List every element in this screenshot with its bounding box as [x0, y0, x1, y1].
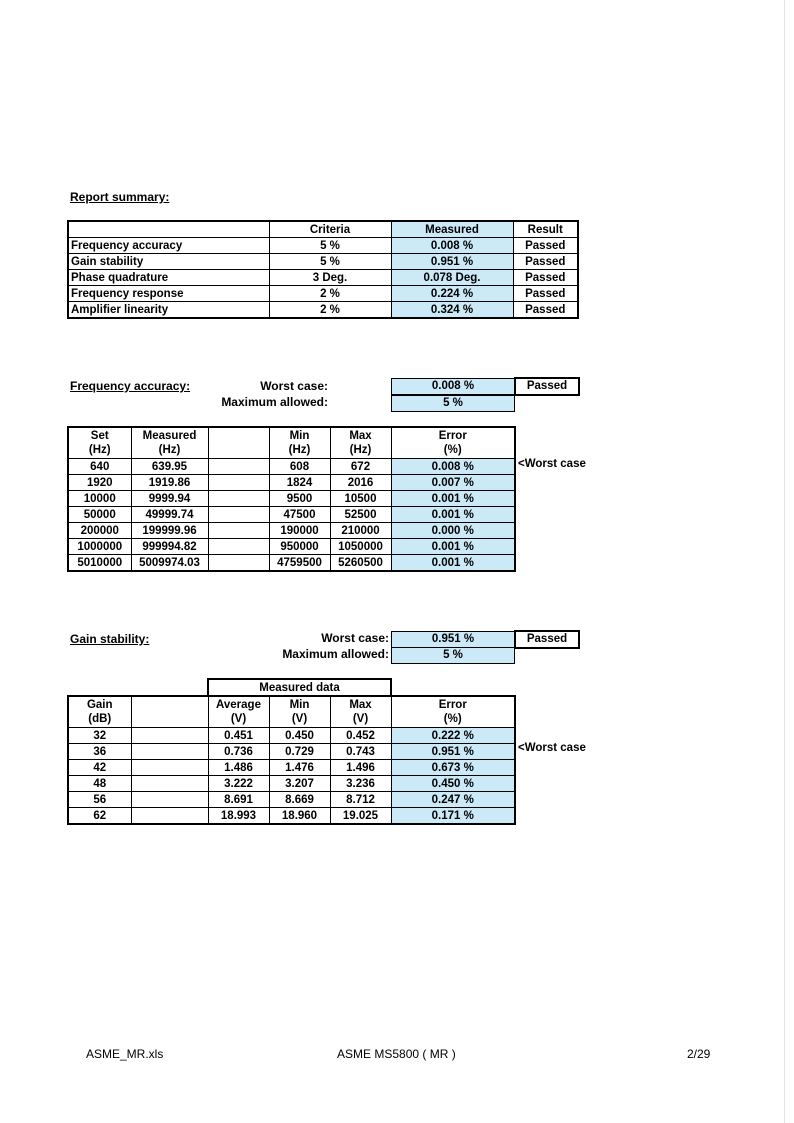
- gain-row: [68, 728, 515, 744]
- gain-row-average: 0.736: [208, 744, 269, 760]
- gain-row-error: 0.247 %: [391, 792, 515, 808]
- gain-row-min: 18.960: [269, 808, 330, 825]
- summary-header-result: Result: [513, 221, 578, 238]
- frequency-row-min: 9500: [269, 491, 330, 507]
- gain-header-gain: Gain (dB): [68, 696, 131, 728]
- summary-row: [68, 254, 578, 270]
- gain-row-average: 0.451: [208, 728, 269, 744]
- gain-row-error: 0.171 %: [391, 808, 515, 825]
- gain-row-min: 8.669: [269, 792, 330, 808]
- frequency-row-min: 47500: [269, 507, 330, 523]
- frequency-row-error: 0.001 %: [391, 539, 515, 555]
- summary-header-measured: Measured: [391, 221, 513, 238]
- frequency-row-error: 0.001 %: [391, 507, 515, 523]
- gain-row-blank: [131, 776, 208, 792]
- frequency-header-row: [68, 427, 515, 459]
- frequency-row-measured: 9999.94: [131, 491, 208, 507]
- gain-row-average: 8.691: [208, 792, 269, 808]
- frequency-row: [68, 491, 515, 507]
- frequency-row-set: 200000: [68, 523, 131, 539]
- gain-row-min: 3.207: [269, 776, 330, 792]
- gain-row: [68, 760, 515, 776]
- frequency-row: [68, 475, 515, 491]
- gain-table: [67, 678, 516, 825]
- frequency-row: [68, 507, 515, 523]
- frequency-row-blank: [208, 523, 269, 539]
- frequency-row-min: 608: [269, 459, 330, 475]
- gain-row: [68, 776, 515, 792]
- summary-row-name: Frequency accuracy: [68, 238, 269, 254]
- gain-row-blank: [131, 792, 208, 808]
- frequency-worst-value: 0.008 %: [391, 378, 515, 395]
- summary-table: [67, 220, 579, 319]
- frequency-worst-note: <Worst case: [518, 458, 586, 470]
- gain-row-error: 0.673 %: [391, 760, 515, 776]
- frequency-row-max: 52500: [330, 507, 391, 523]
- gain-row-average: 18.993: [208, 808, 269, 825]
- gain-row-blank: [131, 808, 208, 825]
- footer-page-number: 2/29: [687, 1047, 711, 1061]
- frequency-row-min: 1824: [269, 475, 330, 491]
- frequency-header-blank: [208, 427, 269, 459]
- gain-worst-label: Worst case:: [321, 631, 389, 645]
- summary-row-measured: 0.078 Deg.: [391, 270, 513, 286]
- summary-heading: Report summary:: [70, 190, 170, 204]
- gain-header-average: Average (V): [208, 696, 269, 728]
- gain-group-header: Measured data: [208, 679, 391, 696]
- summary-row-criteria: 5 %: [269, 238, 391, 254]
- gain-row-gain: 36: [68, 744, 131, 760]
- gain-row-error: 0.222 %: [391, 728, 515, 744]
- gain-header-max: Max (V): [330, 696, 391, 728]
- gain-row: [68, 792, 515, 808]
- gain-heading: Gain stability:: [70, 632, 150, 646]
- summary-row-measured: 0.324 %: [391, 302, 513, 319]
- gain-row-blank: [131, 744, 208, 760]
- gain-row-blank: [131, 760, 208, 776]
- summary-row-result: Passed: [513, 302, 578, 319]
- frequency-table: [67, 426, 516, 572]
- gain-row: [68, 808, 515, 825]
- gain-row-max: 0.743: [330, 744, 391, 760]
- footer-title: ASME MS5800 ( MR ): [337, 1047, 456, 1061]
- frequency-row-measured: 639.95: [131, 459, 208, 475]
- frequency-row-error: 0.000 %: [391, 523, 515, 539]
- gain-row-average: 1.486: [208, 760, 269, 776]
- frequency-row-blank: [208, 491, 269, 507]
- gain-row-min: 0.729: [269, 744, 330, 760]
- gain-row-min: 1.476: [269, 760, 330, 776]
- gain-header-min: Min (V): [269, 696, 330, 728]
- gain-group-blank: [68, 679, 131, 696]
- frequency-header-measured: Measured (Hz): [131, 427, 208, 459]
- frequency-header-max: Max (Hz): [330, 427, 391, 459]
- frequency-row-set: 50000: [68, 507, 131, 523]
- gain-header-error: Error (%): [391, 696, 515, 728]
- gain-max-value: 5 %: [391, 647, 515, 664]
- summary-row-measured: 0.008 %: [391, 238, 513, 254]
- summary-row: [68, 286, 578, 302]
- frequency-row-blank: [208, 555, 269, 572]
- gain-header-row: [68, 696, 515, 728]
- frequency-row: [68, 555, 515, 572]
- gain-row-blank: [131, 728, 208, 744]
- frequency-row-error: 0.001 %: [391, 491, 515, 507]
- gain-row-gain: 56: [68, 792, 131, 808]
- frequency-row-set: 1000000: [68, 539, 131, 555]
- frequency-max-label: Maximum allowed:: [221, 395, 328, 409]
- frequency-row-max: 10500: [330, 491, 391, 507]
- frequency-row-set: 640: [68, 459, 131, 475]
- gain-worst-note: <Worst case: [518, 742, 586, 754]
- frequency-row-measured: 999994.82: [131, 539, 208, 555]
- frequency-row-measured: 5009974.03: [131, 555, 208, 572]
- frequency-row-error: 0.001 %: [391, 555, 515, 572]
- summary-header-criteria: Criteria: [269, 221, 391, 238]
- summary-row-name: Gain stability: [68, 254, 269, 270]
- gain-result-badge: Passed: [514, 630, 580, 649]
- gain-group-header-row: [68, 679, 515, 696]
- frequency-header-set: Set (Hz): [68, 427, 131, 459]
- summary-row-measured: 0.224 %: [391, 286, 513, 302]
- frequency-row-max: 210000: [330, 523, 391, 539]
- gain-row-max: 8.712: [330, 792, 391, 808]
- gain-row-gain: 62: [68, 808, 131, 825]
- frequency-row-measured: 49999.74: [131, 507, 208, 523]
- gain-row-max: 3.236: [330, 776, 391, 792]
- frequency-row-measured: 1919.86: [131, 475, 208, 491]
- gain-row-gain: 32: [68, 728, 131, 744]
- frequency-row-blank: [208, 539, 269, 555]
- frequency-row-max: 5260500: [330, 555, 391, 572]
- frequency-row-error: 0.008 %: [391, 459, 515, 475]
- summary-row-result: Passed: [513, 238, 578, 254]
- frequency-row-set: 5010000: [68, 555, 131, 572]
- frequency-max-value: 5 %: [391, 395, 515, 412]
- summary-row-name: Frequency response: [68, 286, 269, 302]
- frequency-row-error: 0.007 %: [391, 475, 515, 491]
- summary-row-name: Amplifier linearity: [68, 302, 269, 319]
- summary-row-result: Passed: [513, 270, 578, 286]
- frequency-row: [68, 523, 515, 539]
- frequency-row-min: 950000: [269, 539, 330, 555]
- gain-row-error: 0.951 %: [391, 744, 515, 760]
- frequency-row-blank: [208, 475, 269, 491]
- gain-header-blank: [131, 696, 208, 728]
- frequency-row-measured: 199999.96: [131, 523, 208, 539]
- frequency-result-badge: Passed: [514, 377, 580, 396]
- summary-header-blank: [68, 221, 269, 238]
- summary-row-measured: 0.951 %: [391, 254, 513, 270]
- gain-row-gain: 42: [68, 760, 131, 776]
- gain-row-error: 0.450 %: [391, 776, 515, 792]
- summary-row-result: Passed: [513, 286, 578, 302]
- frequency-row-set: 10000: [68, 491, 131, 507]
- frequency-row: [68, 459, 515, 475]
- gain-worst-value: 0.951 %: [391, 631, 515, 648]
- summary-row: [68, 270, 578, 286]
- summary-row-criteria: 2 %: [269, 302, 391, 319]
- gain-row-average: 3.222: [208, 776, 269, 792]
- frequency-row-blank: [208, 507, 269, 523]
- frequency-row-min: 4759500: [269, 555, 330, 572]
- summary-row: [68, 238, 578, 254]
- gain-row-min: 0.450: [269, 728, 330, 744]
- page-edge: [784, 0, 785, 1123]
- summary-row: [68, 302, 578, 319]
- frequency-header-error: Error (%): [391, 427, 515, 459]
- frequency-row-max: 2016: [330, 475, 391, 491]
- frequency-row-max: 672: [330, 459, 391, 475]
- gain-group-blank: [391, 679, 515, 696]
- gain-row-gain: 48: [68, 776, 131, 792]
- frequency-row-set: 1920: [68, 475, 131, 491]
- summary-row-name: Phase quadrature: [68, 270, 269, 286]
- summary-row-criteria: 3 Deg.: [269, 270, 391, 286]
- frequency-row: [68, 539, 515, 555]
- frequency-row-min: 190000: [269, 523, 330, 539]
- summary-row-result: Passed: [513, 254, 578, 270]
- frequency-worst-label: Worst case:: [260, 379, 328, 393]
- frequency-heading: Frequency accuracy:: [70, 379, 191, 393]
- gain-row: [68, 744, 515, 760]
- frequency-header-min: Min (Hz): [269, 427, 330, 459]
- frequency-row-blank: [208, 459, 269, 475]
- summary-row-criteria: 5 %: [269, 254, 391, 270]
- frequency-row-max: 1050000: [330, 539, 391, 555]
- summary-row-criteria: 2 %: [269, 286, 391, 302]
- gain-row-max: 1.496: [330, 760, 391, 776]
- gain-max-label: Maximum allowed:: [282, 647, 389, 661]
- gain-row-max: 19.025: [330, 808, 391, 825]
- footer-filename: ASME_MR.xls: [86, 1047, 164, 1061]
- gain-row-max: 0.452: [330, 728, 391, 744]
- gain-group-blank: [131, 679, 208, 696]
- summary-header-row: [68, 221, 578, 238]
